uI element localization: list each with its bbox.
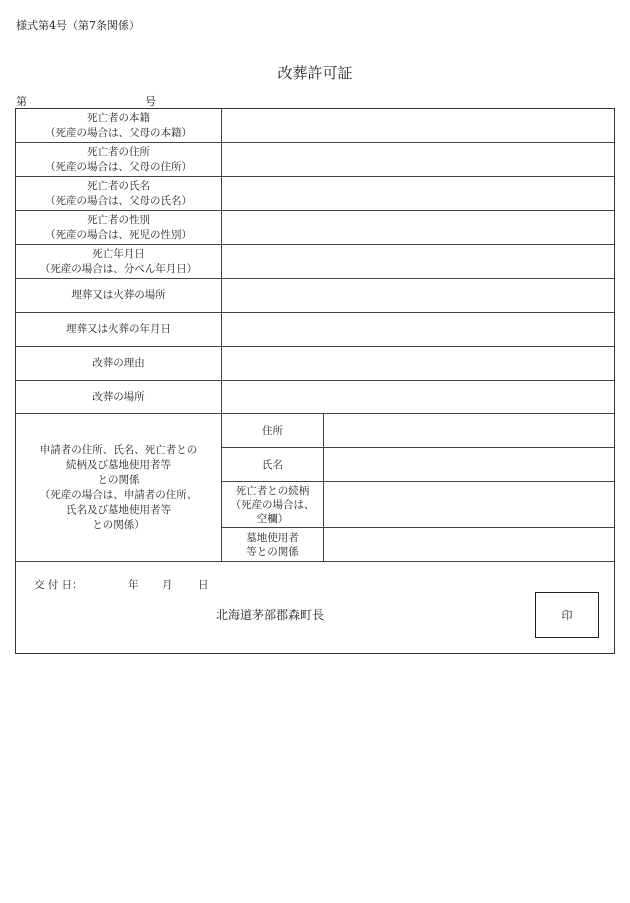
row-label-line1: 死亡者の本籍 (87, 111, 150, 124)
domicile-field[interactable] (222, 109, 614, 142)
death-date-field[interactable] (222, 245, 614, 278)
row-domicile (16, 109, 614, 143)
permit-number-suffix: 号 (145, 95, 156, 108)
row-label-line1: 改葬の場所 (92, 390, 145, 403)
applicant-label-line: 申請者の住所、氏名、死亡者との (39, 443, 198, 456)
applicant-name-row (222, 448, 614, 482)
row-label-line2: （死産の場合は、父母の氏名） (45, 194, 192, 207)
applicant-cemetery-field[interactable] (324, 528, 614, 562)
deceased-gender-field[interactable] (222, 211, 614, 244)
row-label (16, 381, 222, 413)
applicant-relation-row (222, 482, 614, 528)
row-label-line1: 死亡者の住所 (87, 145, 150, 158)
row-burial-place (16, 279, 614, 313)
applicant-label-line: 続柄及び墓地使用者等 (66, 458, 171, 471)
applicant-label-line: との関係 (97, 473, 140, 486)
applicant-cemetery-row (222, 528, 614, 562)
issue-year-label: 年 (128, 579, 139, 591)
permit-form-table (15, 108, 615, 654)
row-label-line2: （死産の場合は、死児の性別） (45, 228, 192, 241)
row-label (16, 211, 222, 244)
row-label-line1: 死亡年月日 (92, 247, 145, 260)
issuing-authority: 北海道茅部郡森町長 (216, 608, 325, 622)
deceased-address-field[interactable] (222, 143, 614, 176)
applicant-address-row (222, 414, 614, 448)
burial-place-field[interactable] (222, 279, 614, 312)
row-label (16, 313, 222, 346)
row-label (16, 109, 222, 142)
applicant-relation-field[interactable] (324, 482, 614, 527)
row-label-line1: 埋葬又は火葬の場所 (71, 289, 166, 301)
row-reburial-place (16, 381, 614, 414)
applicant-cemetery-label (222, 528, 324, 562)
permit-number-prefix: 第 (16, 95, 27, 108)
row-label-line2: （死産の場合は、分べん年月日） (39, 262, 198, 275)
applicant-label-line: 氏名及び墓地使用者等 (66, 503, 171, 516)
row-label-line1: 死亡者の性別 (87, 213, 150, 226)
row-label (16, 347, 222, 380)
deceased-name-field[interactable] (222, 177, 614, 210)
applicant-address-label (222, 414, 324, 447)
reburial-reason-field[interactable] (222, 347, 614, 380)
applicant-label-line: との関係） (92, 518, 145, 531)
row-address (16, 143, 614, 177)
applicant-section (16, 414, 614, 562)
row-label (16, 177, 222, 210)
burial-date-field[interactable] (222, 313, 614, 346)
applicant-label (16, 414, 222, 561)
sub-label-text: 死亡者との続柄 (235, 484, 310, 497)
row-label-line2: （死産の場合は、父母の本籍） (45, 126, 192, 139)
row-name (16, 177, 614, 211)
seal-label: 印 (561, 609, 573, 622)
row-gender (16, 211, 614, 245)
sub-label-text: 墓地使用者 (246, 532, 299, 544)
reburial-place-field[interactable] (222, 381, 614, 413)
row-label (16, 143, 222, 176)
sub-label-text: （死産の場合は、 (230, 498, 315, 511)
applicant-name-label (222, 448, 324, 481)
applicant-address-field[interactable] (324, 414, 614, 447)
issue-day-label: 日 (198, 579, 209, 591)
page-title: 改葬許可証 (277, 64, 353, 82)
issue-month-label: 月 (162, 579, 173, 591)
sub-label-text: 等との関係 (246, 546, 299, 558)
row-label-line1: 死亡者の氏名 (87, 179, 150, 192)
row-label-line1: 埋葬又は火葬の年月日 (66, 323, 171, 335)
row-burial-date (16, 313, 614, 347)
seal-box (535, 592, 599, 638)
sub-label-text: 氏名 (262, 458, 283, 471)
form-number-label: 様式第4号（第7条関係） (16, 19, 140, 32)
applicant-relation-label (222, 482, 324, 527)
sub-label-text: 空欄） (256, 512, 289, 525)
row-reason (16, 347, 614, 381)
row-label (16, 245, 222, 278)
row-label-line2: （死産の場合は、父母の住所） (45, 160, 192, 173)
row-label-line1: 改葬の理由 (92, 357, 145, 369)
issue-date-label: 交 付 日： (34, 579, 83, 591)
applicant-name-field[interactable] (324, 448, 614, 481)
row-label (16, 279, 222, 312)
row-death-date (16, 245, 614, 279)
sub-label-text: 住所 (262, 424, 283, 437)
applicant-label-line: （死産の場合は、申請者の住所、 (39, 488, 198, 501)
